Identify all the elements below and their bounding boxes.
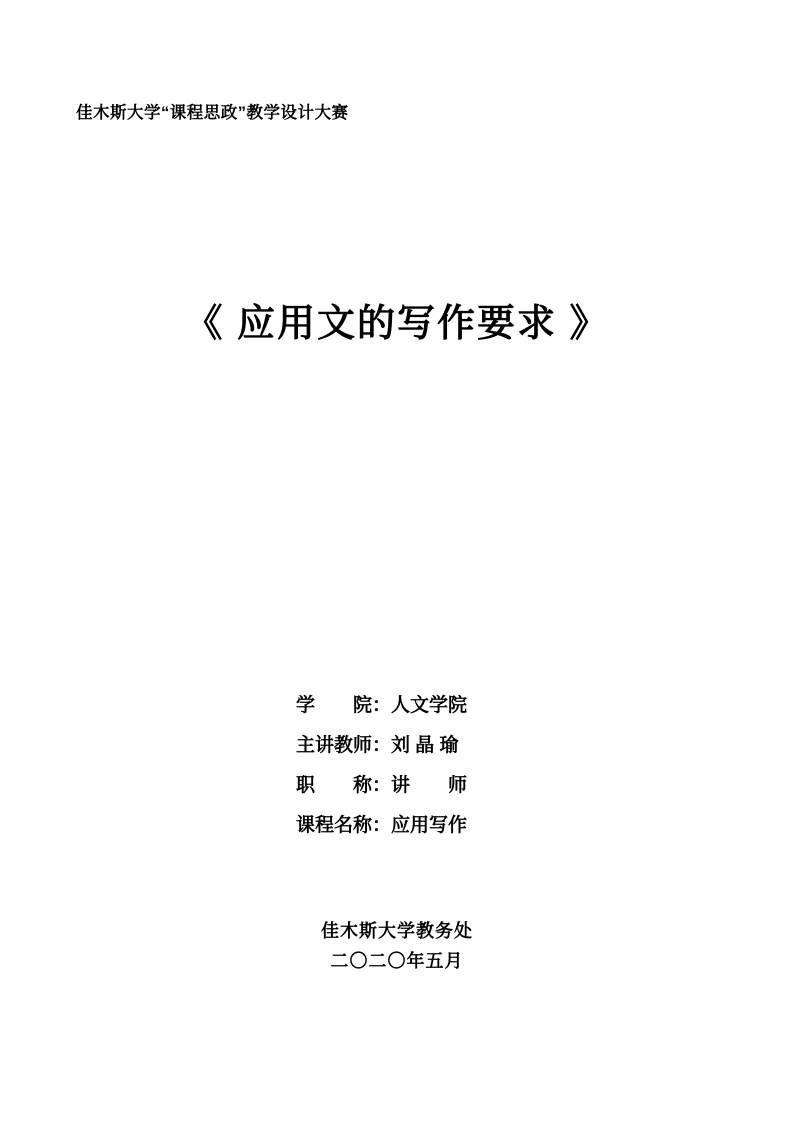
footer-organization: 佳木斯大学教务处 [321,921,473,941]
meta-row-course-name: 课程名称：应用写作 [296,815,468,836]
document-meta-block [296,686,467,846]
competition-header: 佳木斯大学“课程思政”教学设计大赛 [76,104,349,122]
document-title: 《 应用文的写作要求 》 [184,303,610,345]
document-footer [0,916,794,976]
meta-row-title-rank: 职 称：讲 师 [296,775,468,796]
meta-row-lecturer: 主讲教师：刘 晶 瑜 [296,735,459,756]
footer-date: 二〇二〇年五月 [330,951,464,971]
meta-row-college: 学 院：人文学院 [296,695,468,716]
